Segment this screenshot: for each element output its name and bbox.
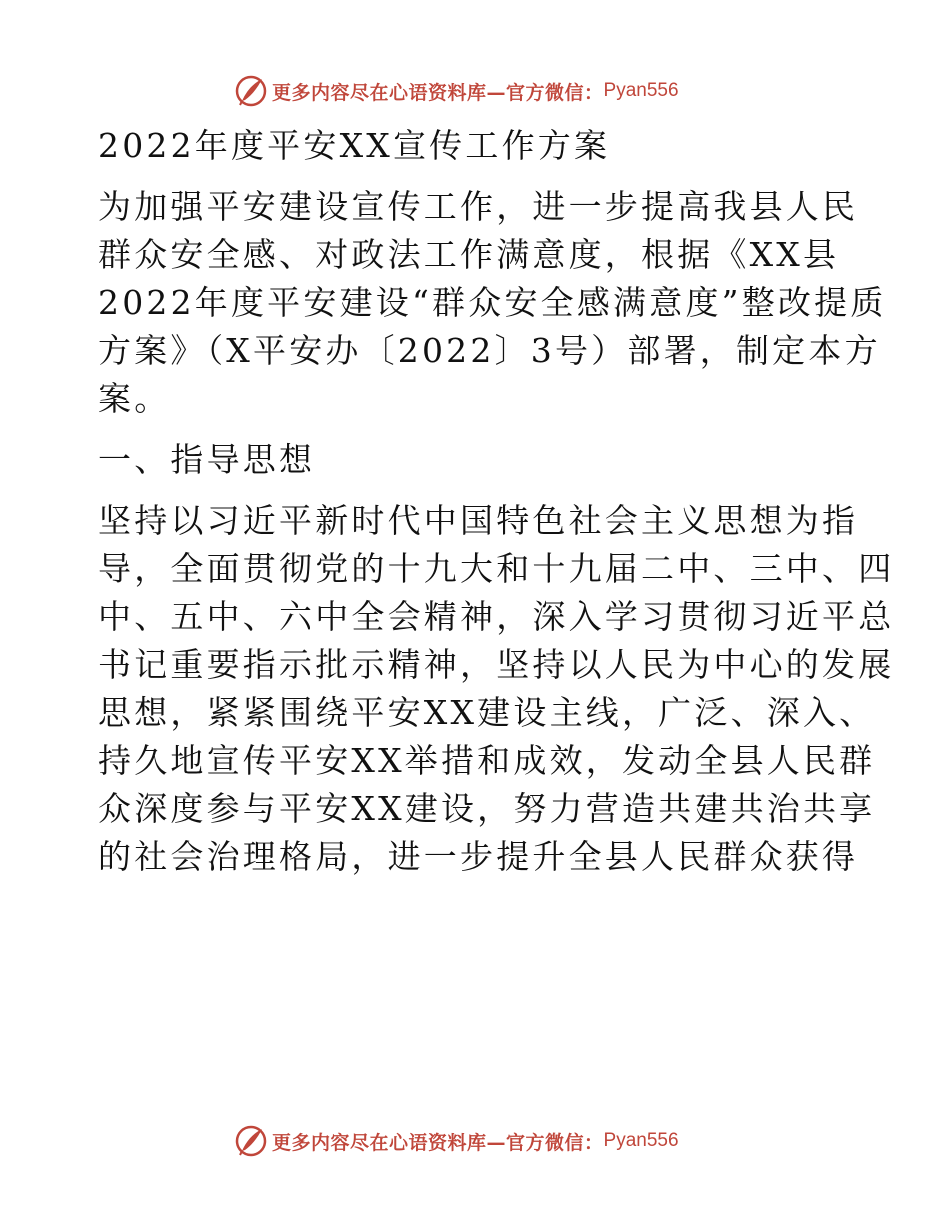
section-line: 书记重要指示批示精神，坚持以人民为中心的发展 [98, 645, 895, 684]
section-line: 众深度参与平安XX建设，努力营造共建共治共享 [98, 789, 876, 828]
document-title: 2022年度平安XX宣传工作方案 [98, 126, 611, 165]
footer-watermark [234, 1121, 679, 1161]
intro-line: 方案》（X平安办〔2022〕3号）部署，制定本方 [98, 331, 881, 370]
watermark-text: 更多内容尽在心语资料库—官方微信： [272, 81, 604, 104]
section-line: 持久地宣传平安XX举措和成效，发动全县人民群 [98, 741, 876, 780]
section-line: 思想，紧紧围绕平安XX建设主线，广泛、深入、 [98, 693, 876, 732]
watermark-account: Pyan556 [603, 1130, 679, 1151]
intro-line: 群众安全感、对政法工作满意度，根据《XX县 [98, 235, 840, 274]
watermark-text: 更多内容尽在心语资料库—官方微信： [272, 1131, 604, 1154]
section-line: 中、五中、六中全会精神，深入学习贯彻习近平总 [98, 597, 895, 636]
intro-line: 案。 [98, 379, 171, 418]
document-body [98, 122, 895, 881]
section-heading: 一、指导思想 [98, 440, 316, 479]
feather-pen-logo-icon [234, 1124, 268, 1158]
section-line: 的社会治理格局，进一步提升全县人民群众获得 [98, 837, 859, 876]
feather-pen-logo-icon [234, 74, 268, 108]
section-line: 坚持以习近平新时代中国特色社会主义思想为指 [98, 501, 859, 540]
intro-line: 为加强平安建设宣传工作，进一步提高我县人民 [98, 187, 859, 226]
intro-line: 2022年度平安建设“群众安全感满意度”整改提质 [98, 283, 887, 322]
header-watermark [234, 71, 679, 111]
section-line: 导，全面贯彻党的十九大和十九届二中、三中、四 [98, 549, 895, 588]
watermark-account: Pyan556 [603, 80, 679, 101]
